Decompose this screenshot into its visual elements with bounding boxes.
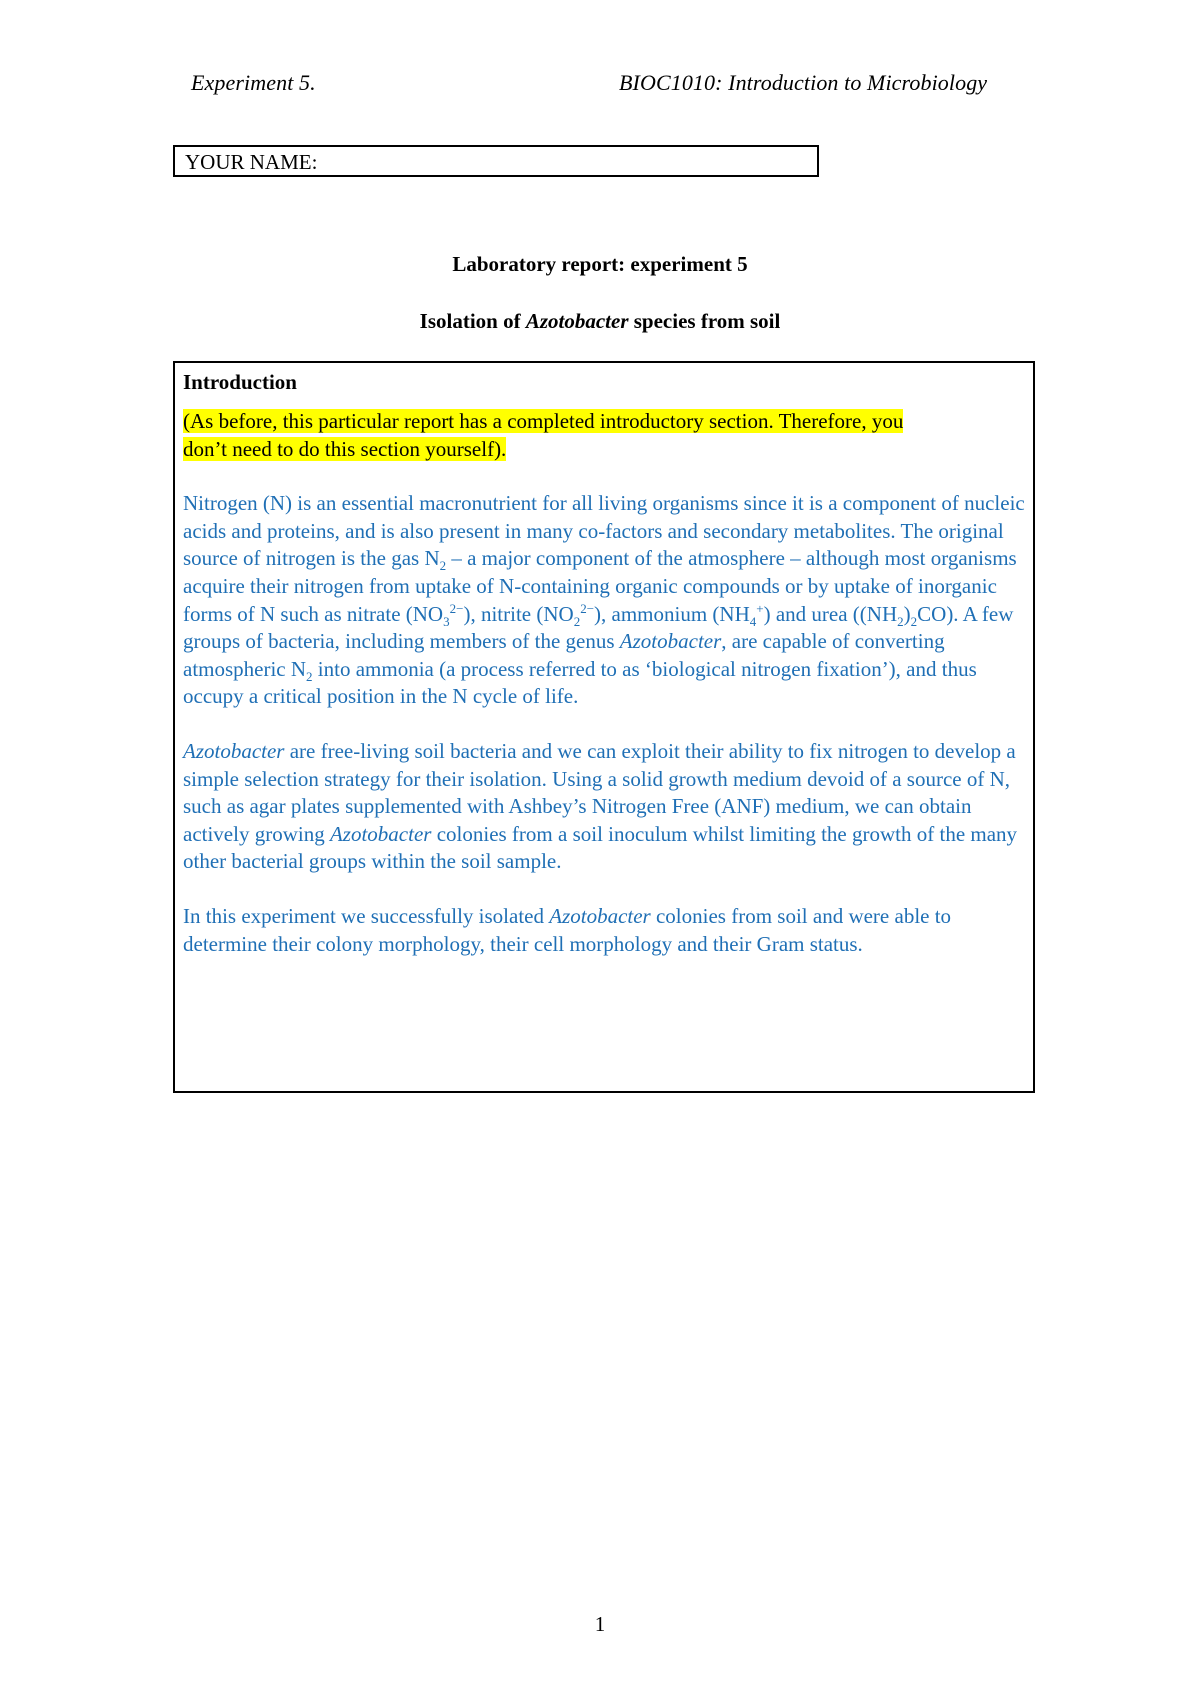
p1-g: , are capable of converting atmospheric N (183, 629, 945, 681)
name-field[interactable] (173, 145, 819, 177)
p1-d: ), ammonium (NH (594, 601, 750, 626)
p1-e-sub: 2 (897, 613, 904, 629)
subtitle-post: species from soil (628, 309, 781, 333)
page-number: 1 (594, 1612, 606, 1636)
p1-c-sub: 2 (573, 613, 581, 629)
name-field-label: YOUR NAME: (185, 150, 318, 174)
p3-genus: Azotobacter (549, 903, 651, 928)
introduction-heading: Introduction (183, 370, 297, 394)
p1-genus: Azotobacter (619, 629, 722, 654)
p1-a-sub: 2 (439, 558, 447, 574)
p1-e-sub2: 2 (910, 613, 918, 629)
p2-b: colonies from a soil inoculum whilst limiting the growth of the many other bacterial groups within the soil sample. (183, 821, 1018, 874)
p1-e: ) and urea ((NH (763, 601, 898, 626)
note-line-1: (As before, this particular report has a completed introductory section. Therefore, you (183, 409, 904, 433)
intro-paragraph-2 (183, 738, 1025, 876)
p3-a: In this experiment we successfully isolated (183, 903, 550, 928)
header-left: Experiment 5. (191, 70, 316, 95)
report-subtitle (0, 309, 1200, 334)
p2-genus: Azotobacter (183, 738, 285, 763)
note-line-2: don’t need to do this section yourself). (183, 436, 507, 461)
p1-d-sup: + (756, 600, 764, 616)
p1-c-sup: 2− (580, 600, 595, 616)
p2-genus-2: Azotobacter (329, 821, 432, 846)
p1-a: Nitrogen (N) is an essential macronutrient for all living organisms since it is a component of nucleic acids and proteins, and is also present in many co-factors and secondary metabolites. The original source of nitrogen is the gas N (183, 491, 1025, 571)
p1-h: into ammonia (a process referred to as ‘biological nitrogen fixation’), and thus occupy a critical position in the N cycle of life. (183, 656, 977, 709)
p1-b-sup: 2− (449, 600, 464, 616)
intro-paragraph-1: Nitrogen (N) is an essential macronutrient for all living organisms since it is a component of nucleic acids and proteins, and is also present in many co-factors and secondary metabolites. The original source of nitrogen is the gas $N_2$ – a major component of the atmosphere – although most organisms acquire their nitrogen from uptake of N-containing organic compounds or by uptake of inorganic forms of N such as nitrate $(NO_3^{2-})$, nitrite $(NO_2^{2-})$, ammonium $(NH_4^+)$ and urea $((NH_2)_2CO)$. A few groups of bacteria, including members of the genus Azotobacter, are capable of converting atmospheric $N_2$ into ammonia (a process referred to as ‘biological nitrogen fixation’), and thus occupy a critical position in the N cycle of life. (183, 491, 1025, 709)
intro-paragraph-3 (183, 903, 1025, 958)
p1-f: CO). A few groups of bacteria, including members of the genus (183, 601, 1014, 654)
p1-d-sub: 4 (749, 613, 757, 629)
instruction-note (183, 408, 1025, 463)
p2-a: are free-living soil bacteria and we can exploit their ability to fix nitrogen to develop a simple selection strategy for their isolation. Using a solid growth medium devoid of a source of N, such as agar plates supplemented with Ashbey’s Nitrogen Free (ANF) medium, we can obtain actively growing (183, 738, 1016, 846)
header-right: BIOC1010: Introduction to Microbiology (619, 70, 988, 95)
p1-b: – a major component of the atmosphere – although most organisms acquire their nitrogen from uptake of N-containing organic compounds or by uptake of inorganic forms of N such as nitrate (NO (183, 546, 1017, 626)
report-title: Laboratory report: experiment 5 (452, 252, 748, 276)
introduction-box (173, 361, 1035, 1093)
p3-b: colonies from soil and were able to determine their colony morphology, their cell morphology and their Gram status. (183, 903, 952, 956)
subtitle-pre: Isolation of (419, 309, 526, 333)
p1-b-sub: 3 (443, 613, 450, 629)
subtitle-genus: Azotobacter (525, 309, 629, 333)
p1-c: ), nitrite (NO (463, 601, 574, 626)
p1-g-sub: 2 (306, 668, 313, 684)
